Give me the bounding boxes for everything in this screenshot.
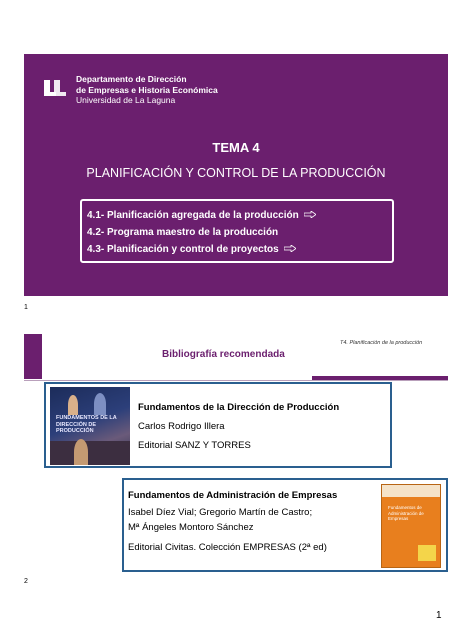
department-line-2: de Empresas e Historia Económica [76,84,218,95]
page-footer-number: 1 [436,610,442,621]
slide-title: TEMA 4 [212,140,260,155]
divider [24,380,448,381]
title-slide [24,54,448,296]
book-reference-2 [122,478,448,572]
book-authors: Isabel Díez Vial; Gregorio Martín de Castro; [128,507,313,518]
table-of-contents [80,199,394,263]
toc-item-4-1[interactable] [87,207,392,224]
slide-number: 2 [24,578,28,585]
cover-title: FUNDAMENTOS DE LA DIRECCIÓN DE PRODUCCIÓN [56,415,117,434]
book-publisher: Editorial Civitas. Colección EMPRESAS (2ª ed) [128,542,327,553]
book-cover-image [381,484,441,568]
arrow-right-icon[interactable] [284,241,296,258]
slide-number: 1 [24,304,28,311]
university-logo-icon [42,78,68,98]
cover-band [50,441,130,465]
accent-bar [24,334,42,379]
cover-figure [94,393,106,415]
department-name [76,74,218,106]
department-line-1: Departamento de Dirección [76,74,187,84]
book-title: Fundamentos de la Dirección de Producción [138,402,340,413]
toc-item-label: 4.3- Planificación y control de proyectos [87,244,279,255]
book-cover-image [50,387,130,465]
cover-figure [74,439,88,465]
slide-subtitle: PLANIFICACIÓN Y CONTROL DE LA PRODUCCIÓN [86,166,386,180]
book-authors-continued: Mª Ángeles Montoro Sánchez [128,522,254,533]
toc-item-4-3[interactable] [87,241,392,258]
cover-title: Fundamentos de Administración de Empresas [388,505,424,521]
cover-badge [418,545,436,561]
arrow-right-icon[interactable] [304,207,316,224]
university-name: Universidad de La Laguna [76,95,176,105]
book-reference-1 [44,382,392,468]
book-author: Carlos Rodrigo Illera [138,421,225,432]
cover-figure [68,395,78,415]
book-title: Fundamentos de Administración de Empresas [128,490,338,501]
toc-item-label: 4.2- Programa maestro de la producción [87,227,279,238]
slide-heading: Bibliografía recomendada [162,349,285,360]
cover-band [382,485,441,497]
book-publisher: Editorial SANZ Y TORRES [138,440,251,451]
bibliography-slide [24,334,448,578]
toc-item-4-2[interactable] [87,224,392,241]
toc-item-label: 4.1- Planificación agregada de la producción [87,210,299,221]
header-note: T4. Planificación de la producción [340,340,423,346]
